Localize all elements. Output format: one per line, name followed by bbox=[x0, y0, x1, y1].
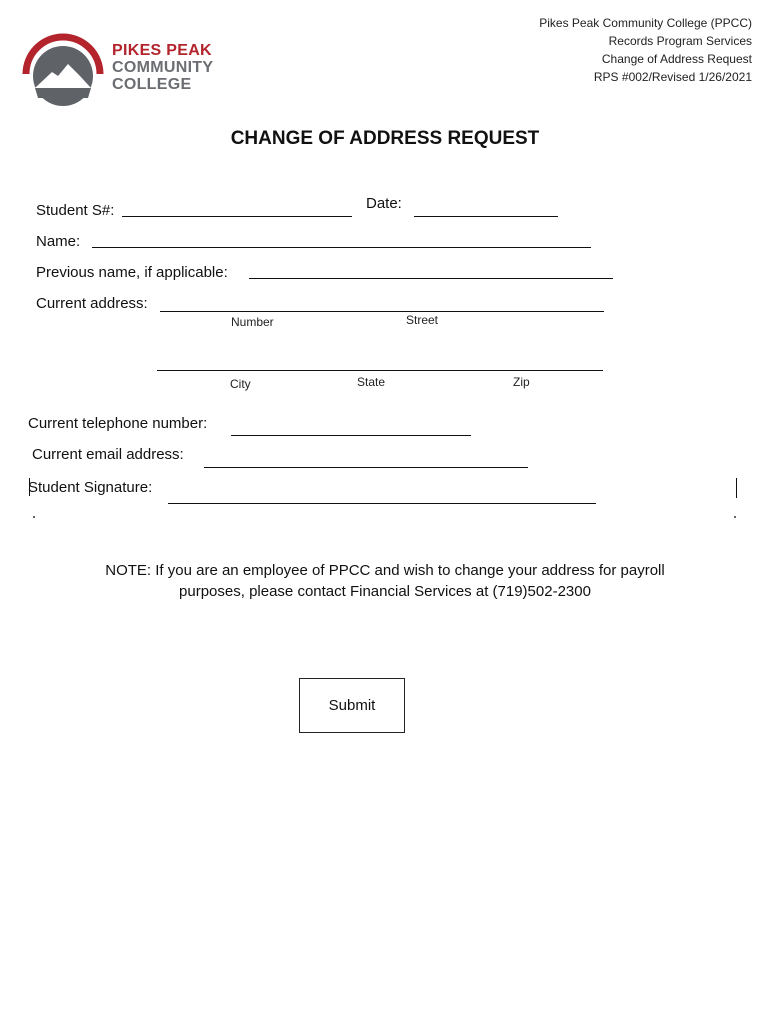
name-label: Name: bbox=[36, 233, 81, 250]
logo-line-2: COMMUNITY bbox=[112, 59, 214, 76]
logo-line-3: COLLEGE bbox=[112, 76, 192, 93]
telephone-label: Current telephone number: bbox=[28, 415, 208, 432]
date-field[interactable] bbox=[414, 216, 558, 217]
address-street-caption: Street bbox=[406, 313, 439, 327]
logo-line-1: PIKES PEAK bbox=[112, 42, 212, 59]
info-line: Pikes Peak Community College (PPCC) bbox=[539, 16, 752, 30]
address-zip-caption: Zip bbox=[513, 375, 530, 389]
mountain-logo-icon bbox=[18, 26, 108, 112]
document-info bbox=[539, 14, 752, 86]
logo-wordmark bbox=[112, 42, 213, 93]
date-label: Date: bbox=[366, 195, 402, 212]
address-number-street-field[interactable] bbox=[160, 311, 604, 312]
payroll-note bbox=[40, 560, 730, 602]
info-line: Records Program Services bbox=[608, 34, 752, 48]
student-s-field[interactable] bbox=[122, 216, 352, 217]
margin-dot bbox=[33, 516, 35, 518]
student-s-label: Student S#: bbox=[36, 202, 115, 219]
signature-field[interactable] bbox=[168, 503, 596, 504]
current-address-label: Current address: bbox=[36, 295, 148, 312]
previous-name-field[interactable] bbox=[249, 278, 613, 279]
note-line-2: purposes, please contact Financial Services at (719)502-2300 bbox=[179, 583, 591, 600]
note-line-1: NOTE: If you are an employee of PPCC and wish to change your address for payroll bbox=[105, 562, 665, 579]
previous-name-label: Previous name, if applicable: bbox=[36, 264, 228, 281]
info-line: RPS #002/Revised 1/26/2021 bbox=[593, 70, 752, 84]
submit-button[interactable]: Submit bbox=[299, 678, 405, 733]
margin-marker bbox=[736, 478, 737, 498]
address-city-caption: City bbox=[230, 377, 251, 391]
address-state-caption: State bbox=[357, 375, 386, 389]
margin-dot bbox=[734, 516, 736, 518]
signature-label: Student Signature: bbox=[28, 479, 153, 496]
name-field[interactable] bbox=[92, 247, 591, 248]
email-label: Current email address: bbox=[32, 446, 184, 463]
address-number-caption: Number bbox=[231, 315, 274, 329]
page-title: CHANGE OF ADDRESS REQUEST bbox=[230, 128, 540, 149]
address-city-state-zip-field[interactable] bbox=[157, 370, 603, 371]
email-field[interactable] bbox=[204, 467, 528, 468]
info-line: Change of Address Request bbox=[601, 52, 752, 66]
telephone-field[interactable] bbox=[231, 435, 471, 436]
